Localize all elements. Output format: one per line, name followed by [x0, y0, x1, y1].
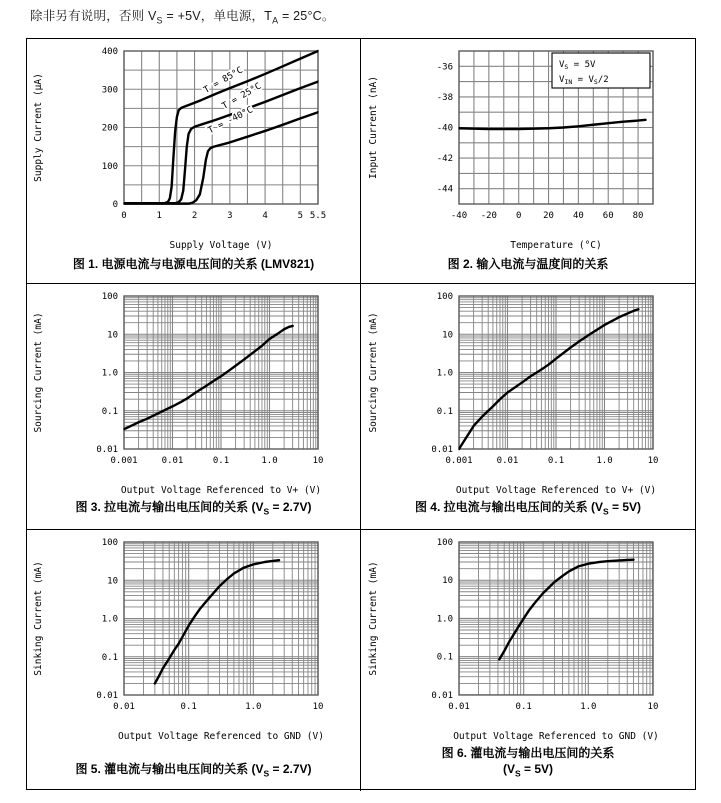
svg-text:10: 10: [647, 701, 658, 712]
y-axis-title: Sourcing Current (mA): [367, 312, 379, 433]
svg-text:1.0: 1.0: [436, 614, 453, 625]
svg-text:0.01: 0.01: [496, 456, 518, 466]
figure1-caption: [73, 256, 314, 272]
svg-text:100: 100: [101, 292, 118, 302]
svg-text:0.001: 0.001: [444, 456, 473, 466]
svg-text:1.0: 1.0: [101, 614, 118, 625]
figure3-cell: [27, 284, 361, 530]
curve-label: T = 25°C: [220, 81, 264, 112]
svg-text:0.1: 0.1: [180, 702, 197, 712]
figure5-chart: [27, 533, 360, 745]
svg-text:0.01: 0.01: [161, 456, 184, 466]
svg-text:0.1: 0.1: [436, 652, 453, 663]
figure6-caption: [442, 745, 615, 780]
figure4-chart: [362, 287, 695, 499]
svg-text:0.01: 0.01: [113, 702, 135, 712]
svg-text:0.1: 0.1: [212, 456, 230, 466]
svg-text:10: 10: [312, 456, 324, 466]
svg-text:0.1: 0.1: [101, 406, 118, 417]
figure-grid: [26, 38, 696, 790]
svg-text:-42: -42: [436, 154, 453, 165]
series-curve: [499, 560, 633, 660]
figure5-caption: [75, 761, 311, 780]
svg-text:100: 100: [436, 537, 453, 548]
svg-text:1.0: 1.0: [436, 368, 453, 379]
x-axis-title: Output Voltage Referenced to GND (V): [118, 731, 324, 742]
data-curves: [499, 560, 633, 660]
caption-line: 图 2. 输入电流与温度间的关系: [447, 256, 609, 271]
figure5-cell: [27, 530, 361, 791]
gridlines: [459, 542, 653, 695]
svg-text:-44: -44: [436, 184, 453, 195]
figure6-chart: [362, 533, 695, 745]
svg-text:40: 40: [572, 211, 584, 221]
curve-label: T = 85°C: [202, 65, 245, 96]
y-axis-title: Input Current (nA): [367, 76, 379, 179]
gridlines: [124, 296, 318, 449]
svg-text:1.0: 1.0: [101, 368, 118, 379]
caption-line: 图 3. 拉电流与输出电压间的关系 $(V_S = 2.7V)$: [75, 500, 312, 517]
svg-text:0.1: 0.1: [101, 652, 118, 663]
curve-label: T = -40°C: [206, 105, 255, 137]
svg-text:-40: -40: [436, 123, 453, 134]
y-axis-title: Sinking Current (mA): [367, 561, 379, 676]
svg-text:0.01: 0.01: [447, 701, 470, 712]
x-axis-title: Temperature (°C): [509, 240, 602, 251]
svg-text:5: 5: [297, 211, 304, 221]
figure3-chart: [27, 287, 360, 499]
svg-text:3: 3: [227, 211, 233, 221]
svg-text:0: 0: [515, 211, 521, 221]
svg-text:-20: -20: [480, 211, 497, 221]
svg-text:-40: -40: [450, 211, 467, 221]
figure1-cell: [27, 39, 361, 284]
svg-text:-38: -38: [436, 92, 453, 103]
figure3-caption: [75, 499, 311, 518]
svg-text:60: 60: [602, 211, 614, 221]
y-axis-title: Sourcing Current (mA): [33, 312, 44, 433]
svg-text:-36: -36: [436, 62, 453, 73]
x-axis-title: Supply Voltage (V): [169, 240, 273, 251]
x-axis-title: Output Voltage Referenced to V+ (V): [120, 485, 322, 496]
x-axis-title: Output Voltage Referenced to V+ (V): [455, 485, 656, 496]
x-axis-title: Output Voltage Referenced to GND (V): [452, 730, 659, 742]
svg-text:0.1: 0.1: [547, 456, 564, 466]
svg-text:400: 400: [101, 47, 118, 57]
svg-text:1.0: 1.0: [595, 456, 613, 466]
caption-line: 图 6. 灌电流与输出电压间的关系: [441, 745, 615, 760]
svg-text:0.01: 0.01: [96, 445, 118, 455]
conditions-note: 除非另有说明，否则 $V_S = +5V$，单电源，$T_A = 25^\circ C$。: [30, 9, 335, 26]
svg-text:100: 100: [101, 538, 118, 548]
svg-text:1.0: 1.0: [579, 701, 596, 712]
figure1-chart: [27, 42, 360, 254]
figure2-chart: [362, 42, 695, 254]
svg-text:80: 80: [632, 211, 643, 221]
svg-text:10: 10: [107, 576, 118, 587]
gridlines: [124, 542, 318, 695]
caption-line: $(V_S = 5V)$: [502, 762, 554, 779]
svg-text:10: 10: [107, 330, 118, 341]
svg-text:2: 2: [191, 211, 198, 221]
conditions-text: $V_S = 5V$: [558, 60, 595, 72]
svg-text:0.1: 0.1: [515, 701, 532, 712]
gridlines: [459, 296, 653, 449]
svg-text:0.1: 0.1: [436, 406, 453, 417]
svg-text:0.01: 0.01: [430, 690, 453, 701]
svg-text:1.0: 1.0: [261, 456, 278, 466]
figure6-cell: [361, 530, 695, 791]
svg-text:0: 0: [121, 211, 127, 221]
svg-text:0.01: 0.01: [430, 445, 453, 455]
conditions-text: $V_{IN} = V_S/2$: [558, 75, 609, 87]
figure2-cell: [361, 39, 695, 284]
svg-text:20: 20: [542, 211, 554, 221]
svg-text:5.5: 5.5: [309, 211, 327, 221]
y-axis-title: Supply Current (μA): [33, 73, 44, 182]
figure2-caption: [448, 256, 609, 272]
svg-text:100: 100: [436, 292, 453, 302]
svg-text:4: 4: [262, 211, 268, 221]
caption-line: 图 5. 灌电流与输出电压间的关系 $(V_S = 2.7V)$: [75, 762, 312, 779]
svg-text:1.0: 1.0: [245, 702, 262, 712]
svg-text:10: 10: [647, 456, 658, 466]
svg-text:0.001: 0.001: [110, 456, 138, 466]
svg-text:10: 10: [312, 702, 324, 712]
tick-labels: [96, 538, 323, 712]
svg-text:10: 10: [441, 330, 453, 341]
svg-text:200: 200: [101, 123, 118, 134]
svg-text:100: 100: [101, 161, 118, 172]
svg-text:10: 10: [441, 576, 453, 587]
figure4-caption: [415, 499, 641, 518]
y-axis-title: Sinking Current (mA): [33, 561, 44, 676]
svg-text:0.01: 0.01: [96, 691, 118, 701]
svg-text:1: 1: [156, 211, 162, 221]
caption-line: 图 4. 拉电流与输出电压间的关系 $(V_S = 5V)$: [414, 500, 642, 517]
svg-text:300: 300: [101, 85, 118, 96]
svg-text:0: 0: [112, 200, 118, 210]
tick-labels: [431, 538, 658, 712]
caption-line: 图 1. 电源电流与电源电压间的关系 (LMV821): [72, 256, 315, 271]
figure4-cell: [361, 284, 695, 530]
